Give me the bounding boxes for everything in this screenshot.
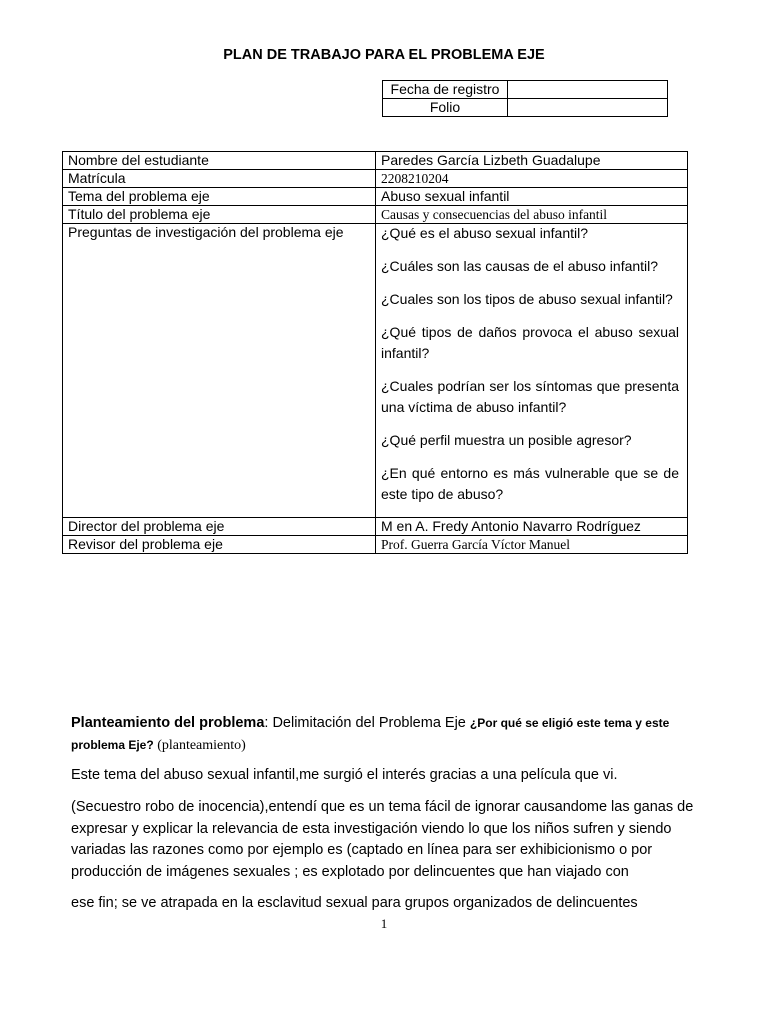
- table-row: [63, 188, 688, 206]
- student-info-table: [62, 151, 688, 554]
- table-row: [63, 206, 688, 224]
- matricula-label: Matrícula: [63, 170, 376, 188]
- tema-value: Abuso sexual infantil: [376, 188, 688, 206]
- fecha-registro-label: Fecha de registro: [383, 81, 508, 99]
- titulo-label: Título del problema eje: [63, 206, 376, 224]
- page-number: 1: [380, 916, 388, 931]
- planteamiento-paren: (planteamiento): [153, 738, 246, 753]
- body-paragraph: ese fin; se ve atrapada en la esclavitud sexual para grupos organizados de delincuentes: [71, 895, 638, 911]
- director-value: M en A. Fredy Antonio Navarro Rodríguez: [376, 518, 688, 536]
- table-row: [63, 170, 688, 188]
- planteamiento-subtitle: : Delimitación del Problema Eje: [264, 715, 470, 731]
- tema-label: Tema del problema eje: [63, 188, 376, 206]
- director-label: Director del problema eje: [63, 518, 376, 536]
- pregunta-item: ¿Qué perfil muestra un posible agresor?: [381, 432, 632, 448]
- pregunta-item: ¿Cuáles son las causas de el abuso infantil?: [381, 258, 659, 274]
- table-row: [63, 152, 688, 170]
- folio-value[interactable]: [508, 99, 668, 117]
- nombre-value: Paredes García Lizbeth Guadalupe: [376, 152, 688, 170]
- titulo-value: Causas y consecuencias del abuso infantil: [376, 206, 688, 224]
- pregunta-item: ¿Cuales podrían ser los síntomas que presenta una víctima de abuso infantil?: [381, 378, 679, 415]
- pregunta-item: ¿Qué es el abuso sexual infantil?: [381, 225, 589, 241]
- table-row: [383, 99, 668, 117]
- page-title: PLAN DE TRABAJO PARA EL PROBLEMA EJE: [223, 47, 545, 63]
- revisor-value: Prof. Guerra García Víctor Manuel: [376, 536, 688, 554]
- table-row: [63, 536, 688, 554]
- revisor-label: Revisor del problema eje: [63, 536, 376, 554]
- preguntas-list: [376, 224, 688, 518]
- fecha-registro-value[interactable]: [508, 81, 668, 99]
- body-paragraph: (Secuestro robo de inocencia),entendí que es un tema fácil de ignorar causandome las ganas de expresar y explicar la relevancia de esta investigación viendo lo que los niños sufren y siendo variadas las razones como por ejemplo es (captado en línea para ser exhibicionismo o por producción de imágenes sexuales ; es explotado por delincuentes que han viajado con: [71, 799, 694, 880]
- registration-table: [382, 80, 668, 117]
- pregunta-item: ¿En qué entorno es más vulnerable que se de este tipo de abuso?: [381, 465, 679, 502]
- table-row: [63, 224, 688, 518]
- planteamiento-question: ¿Por qué se eligió este tema y este problema Eje?: [71, 716, 670, 752]
- table-row: [383, 81, 668, 99]
- planteamiento-title: Planteamiento del problema: [71, 715, 265, 731]
- preguntas-label: Preguntas de investigación del problema eje: [63, 224, 376, 518]
- body-paragraph: Este tema del abuso sexual infantil,me surgió el interés gracias a una película que vi.: [71, 767, 618, 783]
- table-row: [63, 518, 688, 536]
- planteamiento-heading: [71, 712, 701, 757]
- matricula-value: 2208210204: [376, 170, 688, 188]
- pregunta-item: ¿Cuales son los tipos de abuso sexual infantil?: [381, 291, 673, 307]
- pregunta-item: ¿Qué tipos de daños provoca el abuso sexual infantil?: [381, 324, 679, 361]
- nombre-label: Nombre del estudiante: [63, 152, 376, 170]
- folio-label: Folio: [383, 99, 508, 117]
